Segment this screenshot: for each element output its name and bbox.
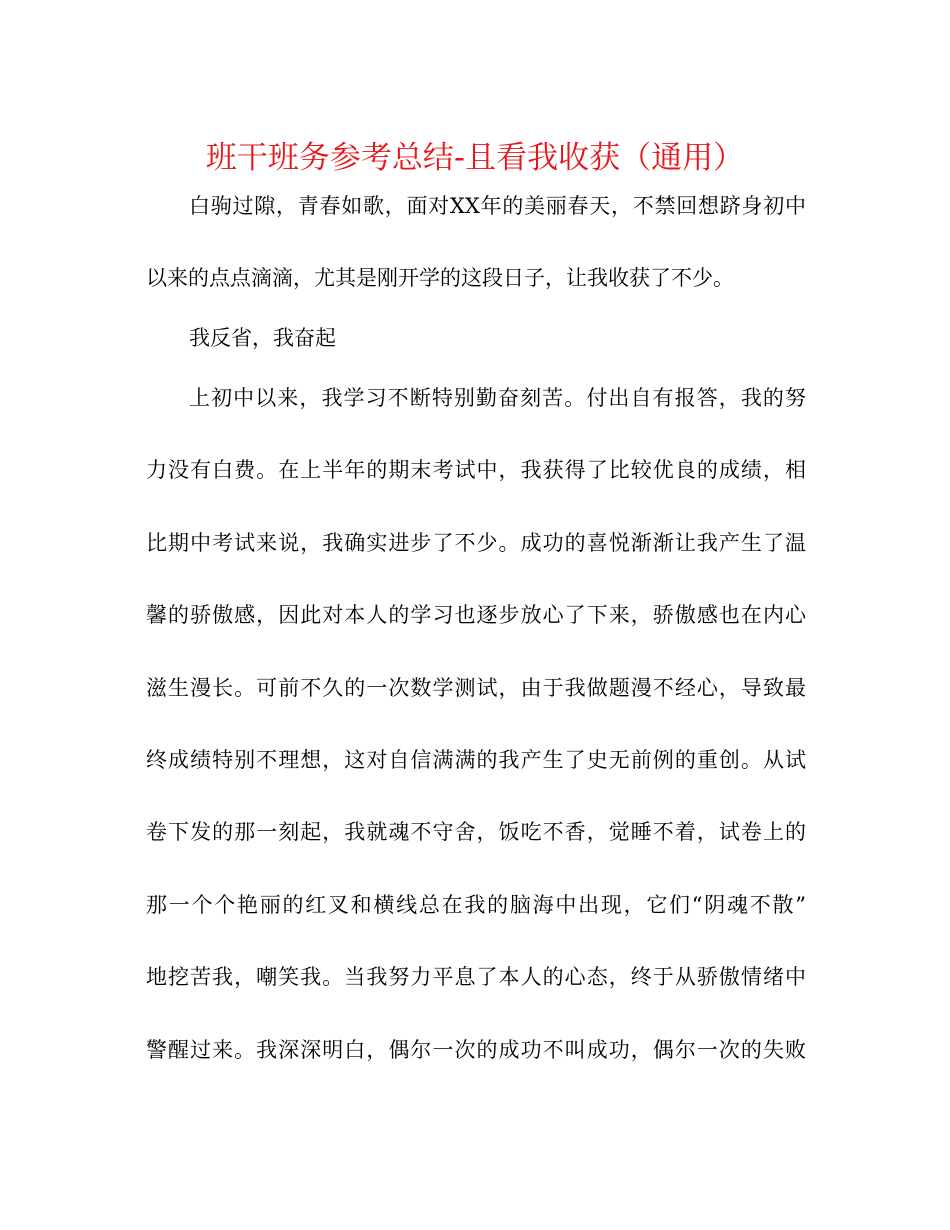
paragraph-line: 上初中以来，我学习不断特别勤奋刻苦。付出自有报答，我的努	[189, 386, 806, 410]
paragraph-line: 白驹过隙，青春如歌，面对XX年的美丽春天，不禁回想跻身初中	[189, 194, 806, 218]
paragraph-line: 终成绩特别不理想，这对自信满满的我产生了史无前例的重创。从试	[146, 748, 806, 772]
paragraph-line: 力没有白费。在上半年的期末考试中，我获得了比较优良的成绩，相	[146, 458, 806, 482]
paragraph-line: 卷下发的那一刻起，我就魂不守舍，饭吃不香，觉睡不着，试卷上的	[146, 820, 806, 844]
section-heading: 我反省，我奋起	[189, 326, 336, 350]
document-title: 班干班务参考总结-且看我收获（通用）	[205, 140, 745, 176]
paragraph-line: 滋生漫长。可前不久的一次数学测试，由于我做题漫不经心，导致最	[146, 676, 806, 700]
paragraph-line: 地挖苦我，嘲笑我。当我努力平息了本人的心态，终于从骄傲情绪中	[146, 965, 806, 989]
paragraph-line: 以来的点点滴滴，尤其是刚开学的这段日子，让我收获了不少。	[146, 266, 734, 290]
paragraph-line: 比期中考试来说，我确实进步了不少。成功的喜悦渐渐让我产生了温	[146, 531, 806, 555]
paragraph-line: 馨的骄傲感，因此对本人的学习也逐步放心了下来，骄傲感也在内心	[146, 603, 806, 627]
paragraph-line: 那一个个艳丽的红叉和横线总在我的脑海中出现，它们“阴魂不散”	[146, 893, 806, 917]
paragraph-line: 警醒过来。我深深明白，偶尔一次的成功不叫成功，偶尔一次的失败	[146, 1038, 806, 1062]
